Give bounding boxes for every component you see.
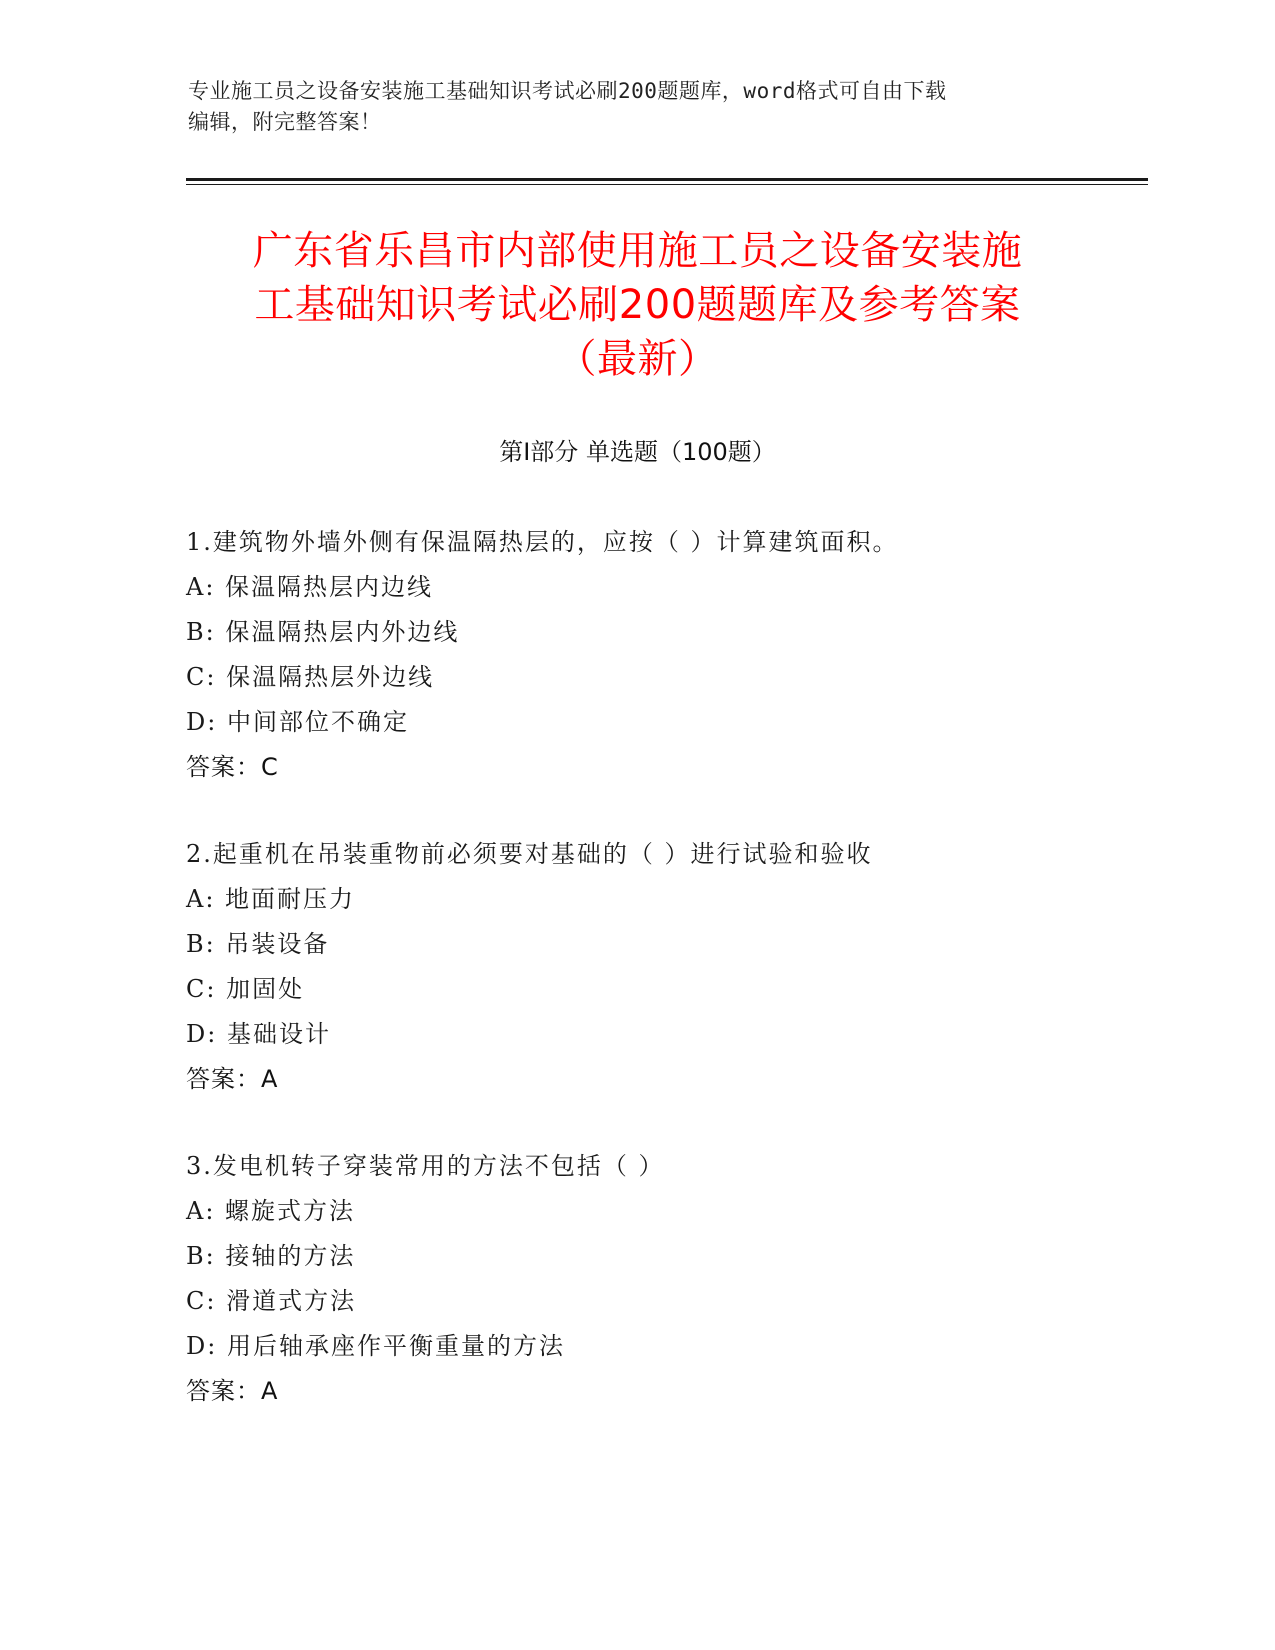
question-3 <box>186 1144 1086 1414</box>
option-b: B: 吊装设备 <box>186 930 330 958</box>
option-d: D: 基础设计 <box>186 1020 331 1048</box>
option-b: B: 保温隔热层内外边线 <box>186 618 460 646</box>
header-note <box>188 76 1068 138</box>
document-title-line-3: （最新） <box>556 336 719 382</box>
question-stem: 2.起重机在吊装重物前必须要对基础的（ ）进行试验和验收 <box>186 840 873 868</box>
answer-value: A <box>261 1065 278 1093</box>
option-a: A: 螺旋式方法 <box>186 1197 356 1225</box>
document-title-line-2: 工基础知识考试必刷200题题库及参考答案 <box>254 282 1021 328</box>
option-c: C: 保温隔热层外边线 <box>186 663 435 691</box>
option-d: D: 用后轴承座作平衡重量的方法 <box>186 1332 565 1360</box>
answer-label: 答案： <box>186 753 261 781</box>
header-divider-thick <box>186 178 1148 181</box>
answer-line <box>186 745 1086 790</box>
answer-line <box>186 1057 1086 1102</box>
option-c: C: 滑道式方法 <box>186 1287 357 1315</box>
question-stem: 1.建筑物外墙外侧有保温隔热层的，应按（ ）计算建筑面积。 <box>186 528 899 556</box>
answer-line <box>186 1369 1086 1414</box>
option-b: B: 接轴的方法 <box>186 1242 356 1270</box>
document-title <box>180 224 1095 386</box>
option-d: D: 中间部位不确定 <box>186 708 409 736</box>
section-heading: 第Ⅰ部分 单选题（100题） <box>499 438 776 466</box>
question-list <box>186 520 1086 1456</box>
answer-label: 答案： <box>186 1377 261 1405</box>
question-1 <box>186 520 1086 790</box>
answer-value: A <box>261 1377 278 1405</box>
question-stem: 3.发电机转子穿装常用的方法不包括（ ） <box>186 1152 665 1180</box>
answer-value: C <box>261 753 278 781</box>
option-a: A: 地面耐压力 <box>186 885 356 913</box>
header-note-line-1: 专业施工员之设备安装施工基础知识考试必刷200题题库，word格式可自由下载 <box>188 79 947 103</box>
document-title-line-1: 广东省乐昌市内部使用施工员之设备安装施 <box>252 228 1023 274</box>
option-a: A: 保温隔热层内边线 <box>186 573 434 601</box>
header-note-line-2: 编辑，附完整答案！ <box>188 110 382 134</box>
answer-label: 答案： <box>186 1065 261 1093</box>
header-divider-thin <box>186 184 1148 185</box>
option-c: C: 加固处 <box>186 975 305 1003</box>
question-2 <box>186 832 1086 1102</box>
